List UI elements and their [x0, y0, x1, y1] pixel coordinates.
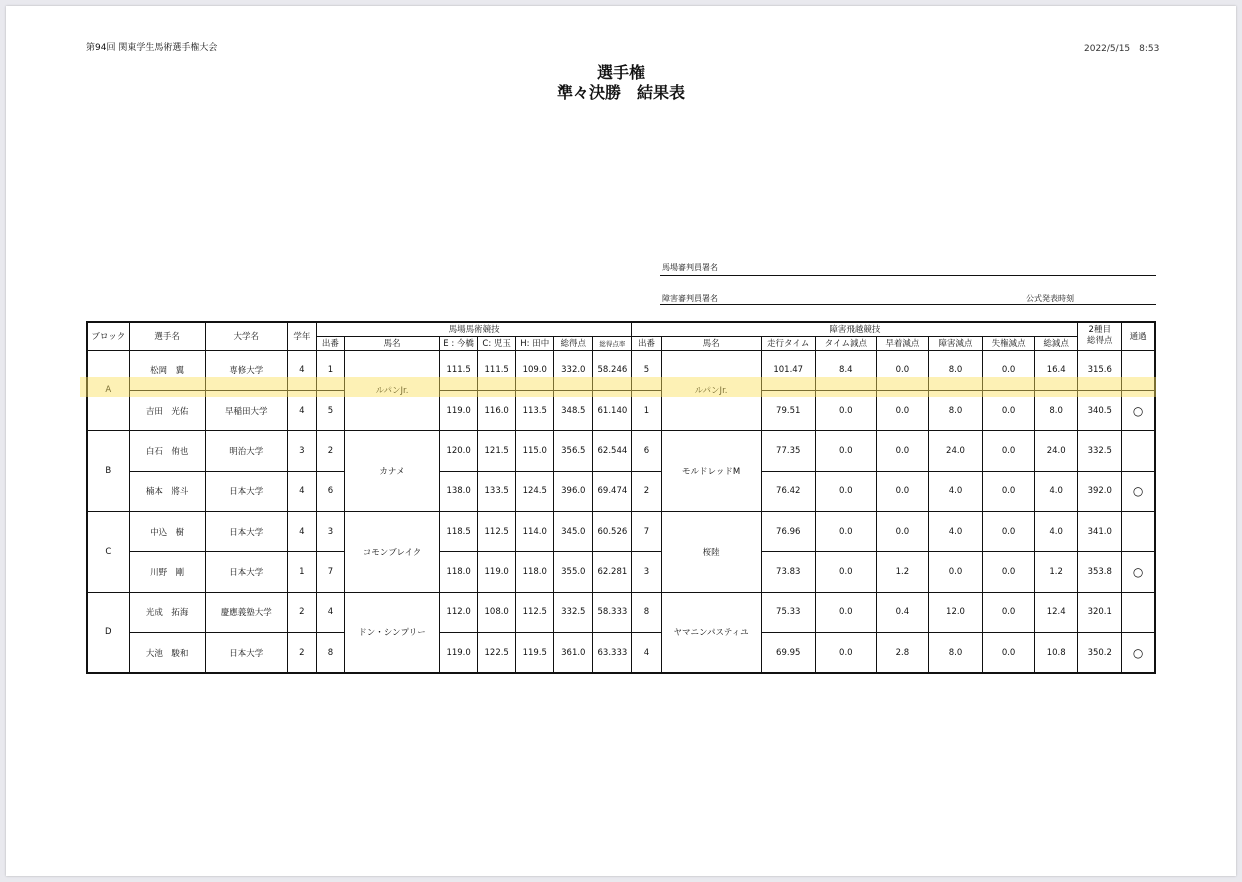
header-run-time: 走行タイム [761, 336, 815, 350]
rider-name: 大池 駿和 [129, 633, 205, 673]
run-time: 77.35 [761, 431, 815, 471]
dressage-percent: 58.246 [593, 350, 632, 390]
judge-h-score: 113.5 [516, 390, 554, 430]
header-dressage-horse: 馬名 [344, 336, 439, 350]
obstacle-penalty: 12.0 [928, 592, 982, 632]
pass-mark [1122, 350, 1155, 390]
university-name: 日本大学 [205, 512, 287, 552]
dressage-total-score: 361.0 [554, 633, 593, 673]
pass-mark [1122, 512, 1155, 552]
elimination-penalty: 0.0 [983, 552, 1035, 592]
judge-e-score: 111.5 [440, 350, 478, 390]
university-name: 日本大学 [205, 552, 287, 592]
header-dressage-percent: 総得点率 [593, 336, 632, 350]
header-total-penalty: 総減点 [1035, 336, 1078, 350]
obstacle-penalty: 4.0 [928, 512, 982, 552]
school-year: 2 [287, 592, 316, 632]
elimination-penalty: 0.0 [983, 592, 1035, 632]
run-time: 73.83 [761, 552, 815, 592]
elimination-penalty: 0.0 [983, 431, 1035, 471]
dressage-percent: 63.333 [593, 633, 632, 673]
two-event-total: 341.0 [1078, 512, 1122, 552]
early-penalty: 1.2 [876, 552, 928, 592]
time-penalty: 0.0 [815, 390, 876, 430]
jumping-order: 2 [632, 471, 661, 511]
header-obstacle-penalty: 障害減点 [928, 336, 982, 350]
judge-e-score: 119.0 [440, 390, 478, 430]
jumping-order: 1 [632, 390, 661, 430]
two-event-total: 320.1 [1078, 592, 1122, 632]
judge-c-score: 112.5 [478, 512, 516, 552]
judge-e-score: 118.5 [440, 512, 478, 552]
judge-c-score: 121.5 [478, 431, 516, 471]
header-dressage: 馬場馬術競技 [316, 322, 632, 336]
school-year: 1 [287, 552, 316, 592]
university-name: 早稲田大学 [205, 390, 287, 430]
jumping-order: 6 [632, 431, 661, 471]
dressage-order: 7 [316, 552, 344, 592]
dressage-total-score: 356.5 [554, 431, 593, 471]
university-name: 明治大学 [205, 431, 287, 471]
pass-mark [1122, 431, 1155, 471]
header-judge-c: C: 児玉 [478, 336, 516, 350]
dressage-percent: 69.474 [593, 471, 632, 511]
dressage-horse-name: カナメ [344, 431, 439, 512]
elimination-penalty: 0.0 [983, 390, 1035, 430]
total-penalty: 16.4 [1035, 350, 1078, 390]
rider-name: 光成 拓海 [129, 592, 205, 632]
judge-e-score: 118.0 [440, 552, 478, 592]
jumping-horse-name: 桜陸 [661, 512, 761, 593]
school-year: 4 [287, 350, 316, 390]
obstacle-penalty: 8.0 [928, 633, 982, 673]
university-name: 専修大学 [205, 350, 287, 390]
judge-h-score: 109.0 [516, 350, 554, 390]
total-penalty: 4.0 [1035, 471, 1078, 511]
judge-h-score: 112.5 [516, 592, 554, 632]
time-penalty: 0.0 [815, 592, 876, 632]
judge-c-score: 116.0 [478, 390, 516, 430]
block-label: B [87, 431, 129, 512]
elimination-penalty: 0.0 [983, 633, 1035, 673]
school-year: 2 [287, 633, 316, 673]
block-label: C [87, 512, 129, 593]
total-penalty: 8.0 [1035, 390, 1078, 430]
rider-name: 川野 剛 [129, 552, 205, 592]
judge-c-score: 119.0 [478, 552, 516, 592]
judge-h-score: 115.0 [516, 431, 554, 471]
school-year: 4 [287, 390, 316, 430]
dressage-horse-name: コモンブレイク [344, 512, 439, 593]
dressage-total-score: 348.5 [554, 390, 593, 430]
run-time: 76.96 [761, 512, 815, 552]
dressage-percent: 62.281 [593, 552, 632, 592]
results-body [87, 350, 1155, 673]
school-year: 4 [287, 512, 316, 552]
judge-c-score: 108.0 [478, 592, 516, 632]
dressage-judge-signature-label: 馬場審判員署名 [662, 263, 718, 272]
total-penalty: 24.0 [1035, 431, 1078, 471]
jumping-order: 5 [632, 350, 661, 390]
judge-c-score: 111.5 [478, 350, 516, 390]
pass-mark [1122, 592, 1155, 632]
judge-h-score: 124.5 [516, 471, 554, 511]
judge-e-score: 120.0 [440, 431, 478, 471]
dressage-order: 3 [316, 512, 344, 552]
dressage-total-score: 345.0 [554, 512, 593, 552]
dressage-horse-name: ドン・シンプリー [344, 592, 439, 673]
header-university: 大学名 [205, 322, 287, 350]
rider-name: 楠本 將斗 [129, 471, 205, 511]
dressage-total-score: 332.0 [554, 350, 593, 390]
header-jumping-order: 出番 [632, 336, 661, 350]
university-name: 日本大学 [205, 633, 287, 673]
time-penalty: 0.0 [815, 512, 876, 552]
rider-name: 吉田 光佑 [129, 390, 205, 430]
school-year: 3 [287, 431, 316, 471]
header-dressage-score: 総得点 [554, 336, 593, 350]
jumping-horse-name: ルパンJr. [661, 350, 761, 431]
dressage-percent: 60.526 [593, 512, 632, 552]
block-label: A [87, 350, 129, 431]
school-year: 4 [287, 471, 316, 511]
elimination-penalty: 0.0 [983, 350, 1035, 390]
page-subtitle: 準々決勝 結果表 [556, 83, 685, 102]
run-time: 75.33 [761, 592, 815, 632]
dressage-order: 5 [316, 390, 344, 430]
dressage-horse-name: ルパンJr. [344, 350, 439, 431]
obstacle-penalty: 8.0 [928, 350, 982, 390]
rider-name: 松岡 翼 [129, 350, 205, 390]
jumping-order: 3 [632, 552, 661, 592]
judge-e-score: 112.0 [440, 592, 478, 632]
official-time-label: 公式発表時刻 [1026, 294, 1074, 303]
header-elimination-penalty: 失権減点 [983, 336, 1035, 350]
pass-mark: ○ [1122, 633, 1155, 673]
table-row [87, 592, 1155, 632]
two-event-total: 315.6 [1078, 350, 1122, 390]
header-year: 学年 [287, 322, 316, 350]
two-event-total: 340.5 [1078, 390, 1122, 430]
elimination-penalty: 0.0 [983, 512, 1035, 552]
obstacle-penalty: 24.0 [928, 431, 982, 471]
total-penalty: 10.8 [1035, 633, 1078, 673]
judge-c-score: 133.5 [478, 471, 516, 511]
total-penalty: 4.0 [1035, 512, 1078, 552]
obstacle-penalty: 4.0 [928, 471, 982, 511]
university-name: 慶應義塾大学 [205, 592, 287, 632]
time-penalty: 0.0 [815, 431, 876, 471]
run-time: 69.95 [761, 633, 815, 673]
table-row [87, 471, 1155, 511]
event-name: 第94回 関東学生馬術選手権大会 [86, 43, 218, 53]
early-penalty: 0.0 [876, 390, 928, 430]
obstacle-penalty: 8.0 [928, 390, 982, 430]
early-penalty: 0.0 [876, 471, 928, 511]
block-label: D [87, 592, 129, 673]
dressage-percent: 58.333 [593, 592, 632, 632]
elimination-penalty: 0.0 [983, 471, 1035, 511]
time-penalty: 0.0 [815, 633, 876, 673]
jumping-order: 4 [632, 633, 661, 673]
header-pass: 通過 [1122, 322, 1155, 350]
judge-h-score: 114.0 [516, 512, 554, 552]
judge-h-score: 119.5 [516, 633, 554, 673]
results-table [86, 321, 1156, 674]
dressage-order: 4 [316, 592, 344, 632]
two-event-total: 332.5 [1078, 431, 1122, 471]
header-judge-h: H: 田中 [516, 336, 554, 350]
dressage-percent: 61.140 [593, 390, 632, 430]
table-row [87, 512, 1155, 552]
total-penalty: 1.2 [1035, 552, 1078, 592]
page-title: 選手権 [596, 63, 645, 82]
time-penalty: 0.0 [815, 471, 876, 511]
table-row [87, 350, 1155, 390]
pass-mark: ○ [1122, 390, 1155, 430]
university-name: 日本大学 [205, 471, 287, 511]
two-event-total: 353.8 [1078, 552, 1122, 592]
header-time-penalty: タイム減点 [815, 336, 876, 350]
dressage-order: 6 [316, 471, 344, 511]
two-event-total: 392.0 [1078, 471, 1122, 511]
total-penalty: 12.4 [1035, 592, 1078, 632]
early-penalty: 2.8 [876, 633, 928, 673]
two-event-total: 350.2 [1078, 633, 1122, 673]
run-time: 79.51 [761, 390, 815, 430]
header-dressage-order: 出番 [316, 336, 344, 350]
dressage-percent: 62.544 [593, 431, 632, 471]
dressage-judge-signature-line [660, 275, 1156, 276]
dressage-order: 8 [316, 633, 344, 673]
rider-name: 中込 樹 [129, 512, 205, 552]
header-two-event-total: 2種目 総得点 [1078, 322, 1122, 350]
run-time: 76.42 [761, 471, 815, 511]
dressage-total-score: 332.5 [554, 592, 593, 632]
run-time: 101.47 [761, 350, 815, 390]
early-penalty: 0.4 [876, 592, 928, 632]
jumping-order: 7 [632, 512, 661, 552]
header-block: ブロック [87, 322, 129, 350]
pass-mark: ○ [1122, 471, 1155, 511]
dressage-total-score: 396.0 [554, 471, 593, 511]
jumping-horse-name: モルドレッドM [661, 431, 761, 512]
header-early-penalty: 早着減点 [876, 336, 928, 350]
table-row [87, 431, 1155, 471]
obstacle-penalty: 0.0 [928, 552, 982, 592]
time-penalty: 8.4 [815, 350, 876, 390]
early-penalty: 0.0 [876, 350, 928, 390]
judge-e-score: 138.0 [440, 471, 478, 511]
jumping-order: 8 [632, 592, 661, 632]
header-jumping-horse: 馬名 [661, 336, 761, 350]
print-datetime: 2022/5/15 8:53 [1084, 44, 1160, 54]
judge-c-score: 122.5 [478, 633, 516, 673]
judge-h-score: 118.0 [516, 552, 554, 592]
dressage-order: 2 [316, 431, 344, 471]
table-row [87, 633, 1155, 673]
header-rider: 選手名 [129, 322, 205, 350]
header-jumping: 障害飛越競技 [632, 322, 1078, 336]
table-row [87, 552, 1155, 592]
dressage-order: 1 [316, 350, 344, 390]
jumping-horse-name: ヤマニンパスティユ [661, 592, 761, 673]
jumping-judge-signature-line [660, 304, 1156, 305]
jumping-judge-signature-label: 障害審判員署名 [662, 294, 718, 303]
pass-mark: ○ [1122, 552, 1155, 592]
table-row [87, 390, 1155, 430]
early-penalty: 0.0 [876, 431, 928, 471]
early-penalty: 0.0 [876, 512, 928, 552]
rider-name: 白石 侑也 [129, 431, 205, 471]
header-judge-e: E : 今橋 [440, 336, 478, 350]
judge-e-score: 119.0 [440, 633, 478, 673]
dressage-total-score: 355.0 [554, 552, 593, 592]
time-penalty: 0.0 [815, 552, 876, 592]
